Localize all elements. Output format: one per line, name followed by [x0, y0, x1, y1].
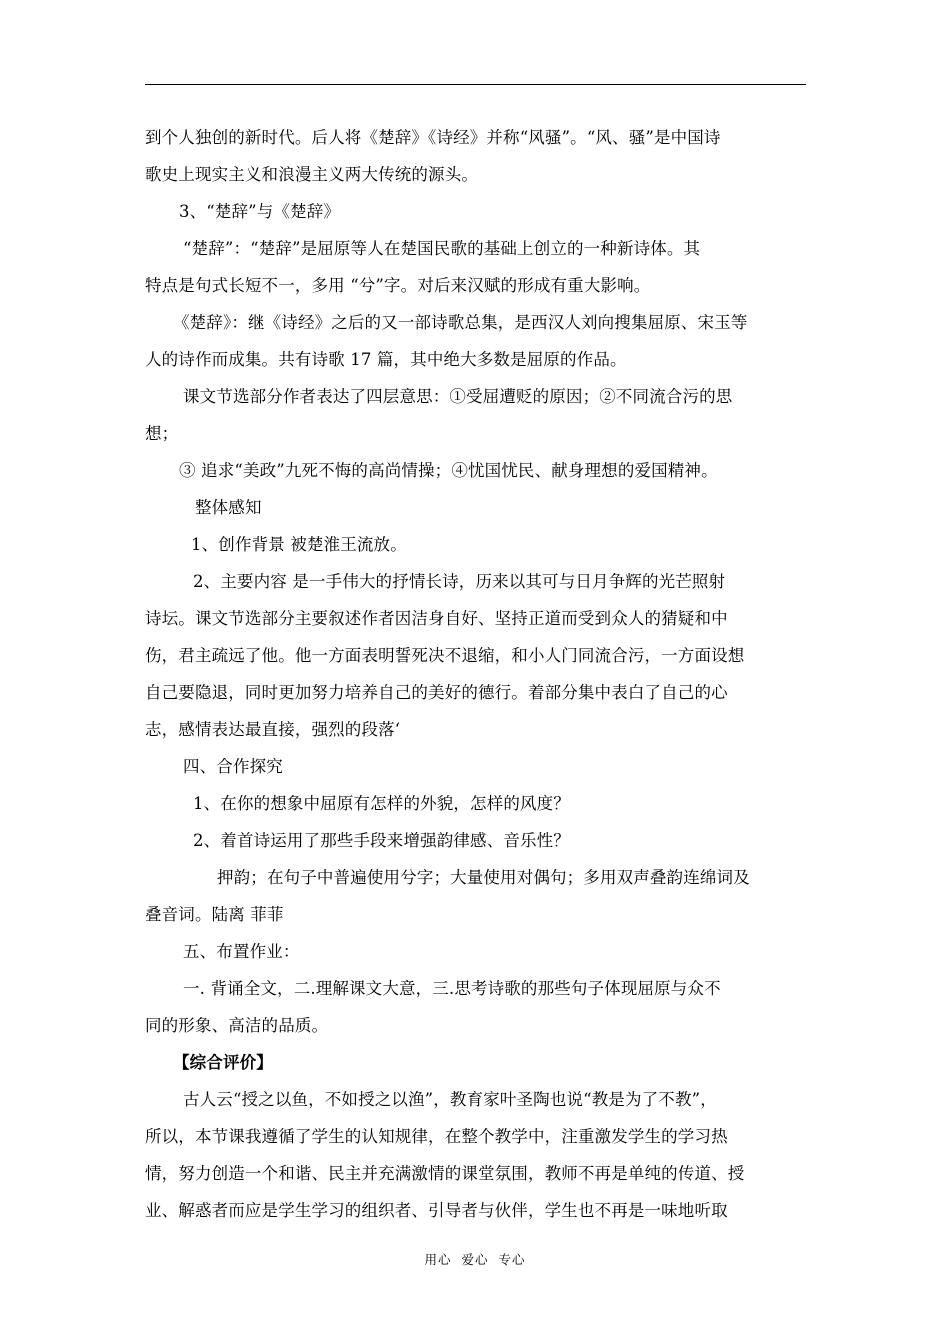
text-line: 伤，君主疏远了他。他一方面表明誓死决不退缩，和小人门同流合污，一方面设想: [145, 646, 745, 665]
text-line: 押韵；在句子中普遍使用兮字；大量使用对偶句；多用双声叠韵连绵词及: [217, 868, 750, 887]
text-line: 古人云“授之以鱼，不如授之以渔”，教育家叶圣陶也说“教是为了不教”，: [183, 1090, 717, 1109]
text-line: 2、着首诗运用了那些手段来增强韵律感、音乐性？: [193, 831, 570, 850]
text-line: 1、创作背景 被楚淮王流放。: [191, 535, 407, 554]
text-line: 整体感知: [195, 498, 262, 517]
text-line: 诗坛。课文节选部分主要叙述作者因洁身自好、坚持正道而受到众人的猜疑和中: [145, 609, 728, 628]
text-line: 一. 背诵全文，二.理解课文大意，三.思考诗歌的那些句子体现屈原与众不: [183, 979, 721, 998]
text-line: 课文节选部分作者表达了四层意思：①受屈遭贬的原因；②不同流合污的思: [183, 387, 733, 406]
text-line: 到个人独创的新时代。后人将《楚辞》《诗经》并称“风骚”。“风、骚”是中国诗: [145, 128, 721, 147]
section-heading: 【综合评价】: [173, 1053, 273, 1072]
text-line: 自己要隐退，同时更加努力培养自己的美好的德行。着部分集中表白了自己的心: [145, 683, 728, 702]
text-line: 1、在你的想象中屈原有怎样的外貌，怎样的风度？: [193, 794, 570, 813]
text-line: 《楚辞》：继《诗经》之后的又一部诗歌总集，是西汉人刘向搜集屈原、宋玉等: [173, 313, 748, 332]
text-line: 3、“楚辞”与《楚辞》: [179, 202, 341, 221]
text-line: 特点是句式长短不一，多用 “兮”字。对后来汉赋的形成有重大影响。: [145, 276, 651, 295]
text-line: 志，感情表达最直接，强烈的段落‘: [145, 720, 401, 739]
text-line: “楚辞”：“楚辞”是屈原等人在楚国民歌的基础上创立的一种新诗体。其: [183, 239, 701, 258]
document-body: [145, 119, 806, 1229]
text-line: 叠音词。陆离 菲菲: [145, 905, 284, 924]
text-line: 歌史上现实主义和浪漫主义两大传统的源头。: [145, 165, 478, 184]
text-line: ③ 追求“美政”九死不悔的高尚情操；④忧国忧民、献身理想的爱国精神。: [179, 461, 718, 480]
text-line: 四、合作探究: [183, 757, 283, 776]
text-line: 2、主要内容 是一手伟大的抒情长诗，历来以其可与日月争辉的光芒照射: [193, 572, 726, 591]
text-line: 所以，本节课我遵循了学生的认知规律，在整个教学中，注重激发学生的学习热: [145, 1127, 728, 1146]
text-line: 情，努力创造一个和谐、民主并充满激情的课堂氛围，教师不再是单纯的传道、授: [145, 1164, 745, 1183]
text-line: 同的形象、高洁的品质。: [145, 1016, 329, 1035]
text-line: 想；: [145, 424, 179, 443]
text-line: 五、布置作业：: [183, 942, 300, 961]
text-line: 业、解惑者而应是学生学习的组织者、引导者与伙伴，学生也不再是一味地听取: [145, 1201, 728, 1220]
text-line: 人的诗作而成集。共有诗歌 17 篇，其中绝大多数是屈原的作品。: [145, 350, 627, 369]
page-footer: 用心 爱心 专心: [424, 1252, 526, 1267]
header-rule: [145, 84, 806, 85]
